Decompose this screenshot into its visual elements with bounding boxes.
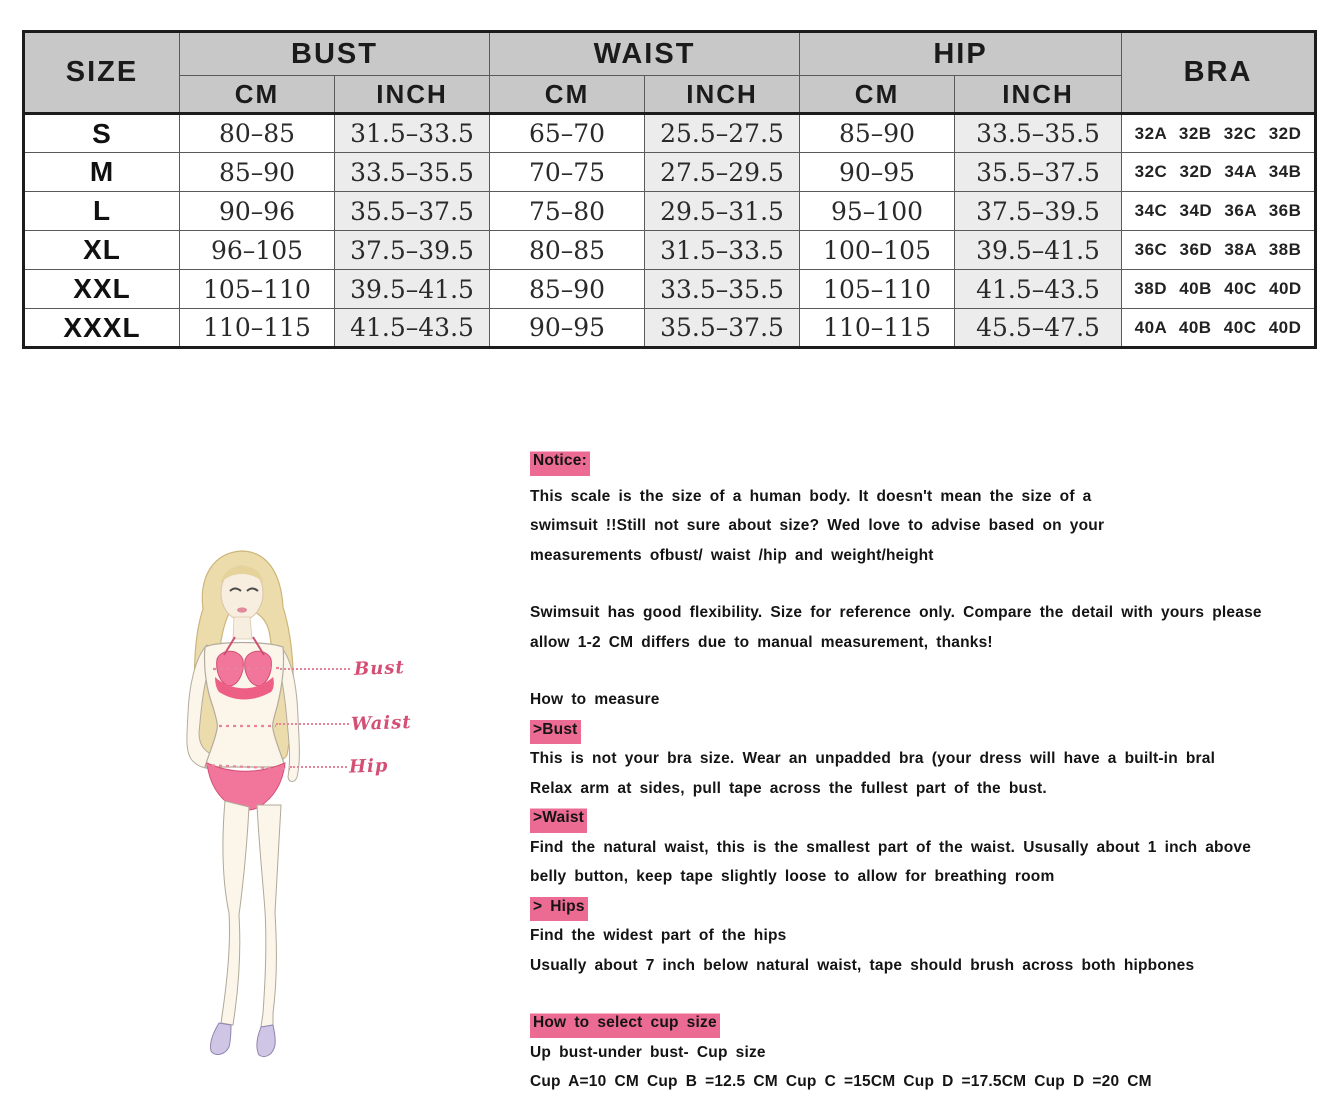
cell-hip-cm: 110–115	[800, 309, 955, 348]
waist-instruction-line: belly button, keep tape slightly loose to allow for breathing room	[530, 868, 1055, 885]
waist-leader-line	[276, 723, 349, 725]
header-hip: HIP	[800, 32, 1122, 76]
bust-instruction-line: This is not your bra size. Wear an unpadded bra (your dress will have a built-in bral	[530, 750, 1216, 767]
cell-waist-inch: 31.5–33.5	[645, 231, 800, 270]
cell-bra: 36C 36D 38A 38B	[1122, 231, 1316, 270]
notice-line: measurements ofbust/ waist /hip and weight/height	[530, 546, 934, 564]
cell-bust-inch: 31.5–33.5	[335, 114, 490, 153]
cell-hip-cm: 105–110	[800, 270, 955, 309]
cell-size: M	[24, 153, 180, 192]
cell-bust-inch: 37.5–39.5	[335, 231, 490, 270]
header-bust: BUST	[180, 32, 490, 76]
cell-waist-cm: 75–80	[490, 192, 645, 231]
left-leg-shape	[221, 801, 249, 1025]
cell-bust-cm: 96–105	[180, 231, 335, 270]
table-row	[24, 231, 1316, 270]
header-bust-cm: CM	[180, 76, 335, 114]
table-row	[24, 114, 1316, 153]
cell-hip-cm: 90–95	[800, 153, 955, 192]
notice-section	[530, 446, 1320, 1097]
table-row	[24, 153, 1316, 192]
flexibility-line: allow 1-2 CM differs due to manual measurement, thanks!	[530, 633, 993, 651]
cell-bra: 40A 40B 40C 40D	[1122, 309, 1316, 348]
bikini-bottom-shape	[207, 763, 285, 810]
notice-line: This scale is the size of a human body. It doesn't mean the size of a	[530, 487, 1092, 505]
cell-bra: 34C 34D 36A 36B	[1122, 192, 1316, 231]
header-hip-cm: CM	[800, 76, 955, 114]
cell-hip-inch: 35.5–37.5	[955, 153, 1122, 192]
cell-bra: 32A 32B 32C 32D	[1122, 114, 1316, 153]
cell-bust-inch: 41.5–43.5	[335, 309, 490, 348]
hips-section-heading: > Hips	[530, 892, 588, 922]
cell-bust-inch: 39.5–41.5	[335, 270, 490, 309]
cell-waist-inch: 29.5–31.5	[645, 192, 800, 231]
cell-hip-inch: 33.5–35.5	[955, 114, 1122, 153]
cell-size: XXXL	[24, 309, 180, 348]
how-to-measure-title: How to measure	[530, 691, 660, 708]
cell-size: L	[24, 192, 180, 231]
cell-hip-inch: 37.5–39.5	[955, 192, 1122, 231]
cell-size: S	[24, 114, 180, 153]
cell-hip-cm: 85–90	[800, 114, 955, 153]
cup-size-line: Cup A=10 CM Cup B =12.5 CM Cup C =15CM Cup D =17.5CM Cup D =20 CM	[530, 1073, 1152, 1090]
cup-size-line: Up bust-under bust- Cup size	[530, 1043, 766, 1061]
header-size: SIZE	[24, 32, 180, 114]
cell-waist-inch: 35.5–37.5	[645, 309, 800, 348]
hip-leader-line	[290, 766, 347, 768]
cell-waist-inch: 25.5–27.5	[645, 114, 800, 153]
cell-hip-inch: 45.5–47.5	[955, 309, 1122, 348]
header-bra: BRA	[1122, 32, 1316, 114]
cell-bust-cm: 90–96	[180, 192, 335, 231]
cell-bra: 38D 40B 40C 40D	[1122, 270, 1316, 309]
cell-bust-cm: 110–115	[180, 309, 335, 348]
cell-bust-cm: 80–85	[180, 114, 335, 153]
body-figure-illustration	[135, 545, 415, 1075]
cell-waist-cm: 80–85	[490, 231, 645, 270]
waist-instruction-line: Find the natural waist, this is the smallest part of the waist. Ususally about 1 inch above	[530, 838, 1252, 856]
notice-heading: Notice:	[530, 446, 590, 476]
cell-waist-inch: 33.5–35.5	[645, 270, 800, 309]
hips-instruction-line: Usually about 7 inch below natural waist, tape should brush across both hipbones	[530, 956, 1195, 974]
cell-waist-cm: 85–90	[490, 270, 645, 309]
cell-bust-inch: 35.5–37.5	[335, 192, 490, 231]
cell-hip-inch: 39.5–41.5	[955, 231, 1122, 270]
cell-bra: 32C 32D 34A 34B	[1122, 153, 1316, 192]
cell-hip-cm: 95–100	[800, 192, 955, 231]
header-waist-cm: CM	[490, 76, 645, 114]
hip-label: Hip	[348, 755, 389, 778]
bust-instruction-line: Relax arm at sides, pull tape across the fullest part of the bust.	[530, 779, 1047, 797]
notice-line: swimsuit !!Still not sure about size? Wed love to advise based on your	[530, 517, 1105, 534]
header-waist-inch: INCH	[645, 76, 800, 114]
table-row	[24, 309, 1316, 348]
cup-size-heading: How to select cup size	[530, 1008, 720, 1038]
left-shoe-shape	[210, 1023, 231, 1054]
bust-leader-line	[280, 668, 350, 670]
cell-bust-inch: 33.5–35.5	[335, 153, 490, 192]
cell-size: XXL	[24, 270, 180, 309]
cell-hip-cm: 100–105	[800, 231, 955, 270]
header-waist: WAIST	[490, 32, 800, 76]
cell-bust-cm: 105–110	[180, 270, 335, 309]
cell-waist-cm: 70–75	[490, 153, 645, 192]
cell-hip-inch: 41.5–43.5	[955, 270, 1122, 309]
header-bust-inch: INCH	[335, 76, 490, 114]
cell-waist-cm: 90–95	[490, 309, 645, 348]
cell-waist-cm: 65–70	[490, 114, 645, 153]
right-shoe-shape	[257, 1025, 275, 1057]
flexibility-line: Swimsuit has good flexibility. Size for reference only. Compare the detail with yours please	[530, 604, 1262, 621]
table-row	[24, 270, 1316, 309]
waist-label: Waist	[350, 711, 412, 736]
cell-waist-inch: 27.5–29.5	[645, 153, 800, 192]
right-leg-shape	[257, 805, 281, 1027]
header-hip-inch: INCH	[955, 76, 1122, 114]
table-row	[24, 192, 1316, 231]
bust-label: Bust	[353, 657, 406, 680]
size-chart-table	[22, 30, 1317, 349]
cell-bust-cm: 85–90	[180, 153, 335, 192]
bust-section-heading: >Bust	[530, 715, 581, 745]
hips-instruction-line: Find the widest part of the hips	[530, 927, 787, 944]
cell-size: XL	[24, 231, 180, 270]
waist-section-heading: >Waist	[530, 803, 587, 833]
